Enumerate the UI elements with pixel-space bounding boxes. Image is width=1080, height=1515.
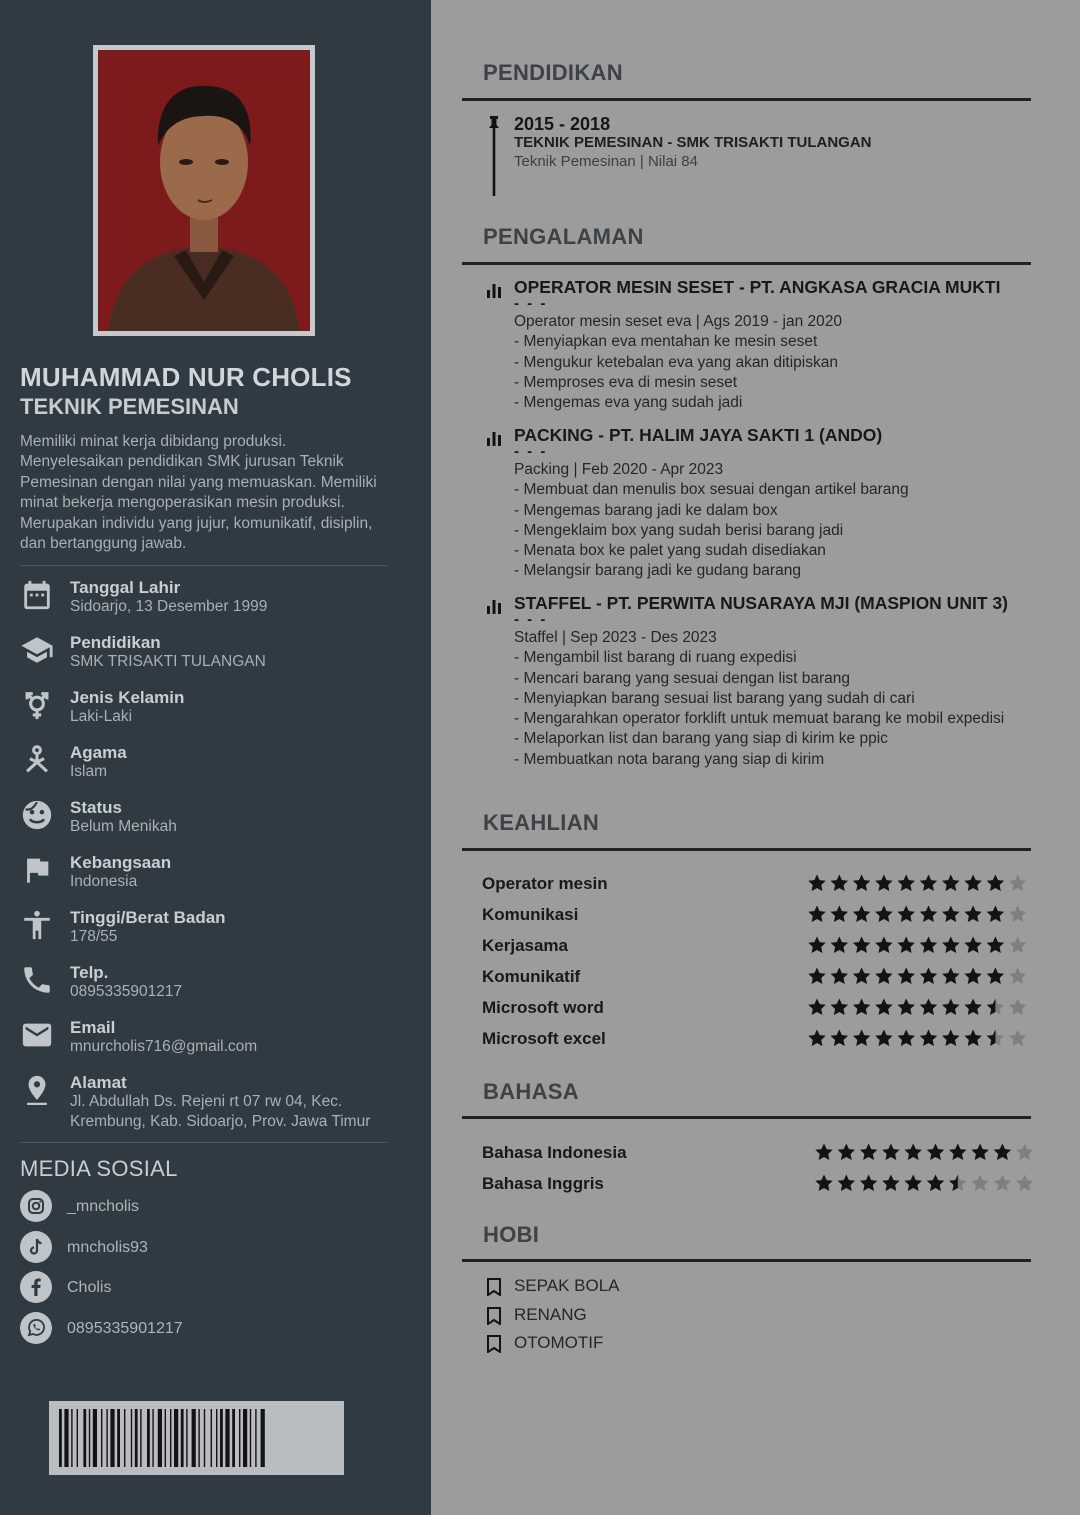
info-value: Islam	[70, 763, 108, 780]
job-line: - Melaporkan list dan barang yang siap di kirim ke ppic	[514, 730, 888, 748]
facebook-icon	[20, 1271, 52, 1303]
star-icon	[987, 937, 1004, 954]
star-icon	[808, 937, 825, 954]
star-icon	[927, 1144, 944, 1161]
education-school: TEKNIK PEMESINAN - SMK TRISAKTI TULANGAN	[514, 134, 872, 151]
star-icon	[964, 1030, 981, 1047]
profile-about: Memiliki minat kerja dibidang produksi. Menyelesaikan pendidikan SMK jurusan Teknik Pemesinan dengan nilai yang memuaskan. Memiliki minat bekerja mengoperasikan mesin produksi. Merupakan individu yang jujur, komunikatif, disiplin, dan bertanggung jawab.	[20, 433, 377, 553]
section-title-education: PENDIDIKAN	[483, 60, 623, 85]
social-handle: 0895335901217	[67, 1319, 183, 1337]
skill-row	[482, 905, 1032, 936]
star-rating-svg	[807, 903, 1030, 925]
star-icon	[808, 999, 825, 1016]
social-handle: _mncholis	[67, 1198, 140, 1215]
star-icon	[920, 968, 937, 985]
job-details	[514, 312, 842, 413]
star-icon	[920, 937, 937, 954]
skill-name: Microsoft word	[482, 998, 604, 1017]
job-line: - Mengeklaim box yang sudah berisi barang jadi	[514, 521, 844, 539]
info-row-phone	[20, 961, 400, 1016]
info-label: Agama	[70, 743, 127, 762]
profile-role: TEKNIK PEMESINAN	[20, 394, 239, 419]
star-icon	[898, 906, 915, 923]
star-icon	[882, 1144, 899, 1161]
star-icon	[1009, 968, 1026, 985]
job-separator: - - -	[514, 295, 548, 312]
star-icon	[942, 906, 959, 923]
star-icon	[831, 875, 848, 892]
star-icon	[949, 1144, 966, 1161]
job-line: - Membuat dan menulis box sesuai dengan artikel barang	[514, 481, 909, 499]
skill-name: Operator mesin	[482, 874, 608, 893]
bookmark-icon	[486, 1278, 502, 1296]
info-value: Jl. Abdullah Ds. Rejeni rt 07 rw 04, Kec. Krembung, Kab. Sidoarjo, Prov. Jawa Timur	[70, 1093, 371, 1130]
job-line: - Mengarahkan operator forklift untuk memuat barang ke mobil expedisi	[514, 710, 1005, 728]
star-icon	[987, 1030, 1004, 1047]
bookmark-icon	[486, 1335, 502, 1353]
skill-list	[482, 874, 1032, 1060]
star-icon	[987, 906, 1004, 923]
info-row-email	[20, 1016, 400, 1071]
star-icon	[964, 906, 981, 923]
language-list	[482, 1143, 1032, 1205]
skill-rating	[807, 1027, 1030, 1049]
star-icon	[942, 1030, 959, 1047]
info-label: Kebangsaan	[70, 853, 172, 872]
star-icon	[964, 968, 981, 985]
star-icon	[1016, 1175, 1033, 1192]
info-label: Tinggi/Berat Badan	[70, 908, 226, 927]
person-height-icon	[20, 908, 54, 942]
star-icon	[875, 1030, 892, 1047]
phone-icon	[20, 963, 54, 997]
instagram-icon	[20, 1190, 52, 1222]
star-icon	[808, 906, 825, 923]
star-icon	[875, 937, 892, 954]
sidebar-divider	[20, 1142, 387, 1143]
job-line: - Mencari barang yang sesuai dengan list barang	[514, 669, 851, 687]
personal-info-list	[20, 576, 400, 1130]
skill-row	[482, 1029, 1032, 1060]
star-icon	[971, 1144, 988, 1161]
social-handle: mncholis93	[67, 1238, 148, 1256]
pin-icon	[488, 116, 500, 196]
info-value: 178/55	[70, 928, 118, 945]
skill-row	[482, 936, 1032, 967]
star-icon	[831, 906, 848, 923]
star-icon	[808, 875, 825, 892]
skill-name: Komunikatif	[482, 967, 581, 986]
info-row-religion	[20, 741, 400, 796]
section-title-languages: BAHASA	[483, 1079, 579, 1104]
skill-rating	[807, 872, 1030, 894]
language-row	[482, 1143, 1032, 1174]
star-rating-svg	[814, 1172, 1037, 1194]
skill-row	[482, 998, 1032, 1029]
bar-chart-icon	[486, 430, 503, 446]
job-line: Staffel | Sep 2023 - Des 2023	[514, 629, 717, 646]
barcode	[49, 1401, 344, 1475]
star-icon	[875, 906, 892, 923]
section-divider	[462, 1259, 1031, 1262]
star-icon	[920, 1030, 937, 1047]
main-content	[431, 0, 1080, 1515]
job-title: STAFFEL - PT. PERWITA NUSARAYA MJI (MASPION UNIT 3)	[514, 593, 1008, 613]
star-icon	[898, 999, 915, 1016]
language-rating	[814, 1141, 1037, 1163]
star-icon	[853, 968, 870, 985]
face-status-icon	[20, 798, 54, 832]
info-label: Alamat	[70, 1073, 127, 1092]
job-line: - Menyiapkan barang sesuai list barang yang sudah di cari	[514, 689, 915, 707]
star-icon	[987, 968, 1004, 985]
star-icon	[1009, 937, 1026, 954]
profile-photo	[98, 50, 310, 331]
star-rating-svg	[807, 934, 1030, 956]
star-icon	[875, 875, 892, 892]
star-icon	[994, 1175, 1011, 1192]
star-icon	[831, 968, 848, 985]
info-value: Belum Menikah	[70, 818, 177, 835]
star-rating-svg	[807, 996, 1030, 1018]
education-detail: Teknik Pemesinan | Nilai 84	[514, 153, 698, 170]
job-line: - Mengemas eva yang sudah jadi	[514, 394, 743, 412]
star-icon	[838, 1175, 855, 1192]
hobby-label: OTOMOTIF	[514, 1333, 604, 1352]
star-icon	[898, 937, 915, 954]
language-name: Bahasa Indonesia	[482, 1143, 627, 1162]
social-handle: Cholis	[67, 1279, 112, 1296]
graduation-cap-icon	[20, 633, 54, 667]
star-icon	[920, 906, 937, 923]
section-divider	[462, 262, 1031, 265]
job-line: Packing | Feb 2020 - Apr 2023	[514, 461, 724, 478]
bar-chart-icon	[486, 282, 503, 298]
star-icon	[875, 968, 892, 985]
star-icon	[1009, 906, 1026, 923]
star-icon	[815, 1175, 832, 1192]
info-value: SMK TRISAKTI TULANGAN	[70, 653, 266, 670]
star-icon	[860, 1175, 877, 1192]
star-icon	[1009, 875, 1026, 892]
star-icon	[964, 875, 981, 892]
star-icon	[942, 999, 959, 1016]
job-details	[514, 460, 909, 582]
skill-rating	[807, 934, 1030, 956]
star-icon	[942, 875, 959, 892]
star-icon	[853, 1030, 870, 1047]
job-line: - Mengukur ketebalan eva yang akan ditipiskan	[514, 353, 838, 371]
skill-name: Komunikasi	[482, 905, 579, 924]
info-row-address	[20, 1071, 400, 1130]
religion-icon	[20, 743, 54, 777]
bookmark-icon	[486, 1307, 502, 1325]
info-row-nationality	[20, 851, 400, 906]
social-title: MEDIA SOSIAL	[20, 1156, 178, 1181]
info-row-education	[20, 631, 400, 686]
info-value: Indonesia	[70, 873, 138, 890]
job-line: - Membuatkan nota barang yang siap di kirim	[514, 750, 825, 768]
flag-icon	[20, 853, 54, 887]
gender-icon	[20, 688, 54, 722]
section-divider	[462, 98, 1031, 101]
job-line: - Menata box ke palet yang sudah disediakan	[514, 542, 826, 560]
info-value: mnurcholis716@gmail.com	[70, 1038, 258, 1055]
star-icon	[808, 968, 825, 985]
sidebar-divider	[20, 565, 387, 566]
skill-row	[482, 967, 1032, 998]
section-divider	[462, 848, 1031, 851]
star-rating-svg	[807, 965, 1030, 987]
star-icon	[898, 875, 915, 892]
star-rating-svg	[807, 872, 1030, 894]
star-icon	[971, 1175, 988, 1192]
language-row	[482, 1174, 1032, 1205]
section-title-hobbies: HOBI	[483, 1222, 540, 1247]
star-icon	[987, 999, 1004, 1016]
info-label: Telp.	[70, 963, 109, 982]
job-title: PACKING - PT. HALIM JAYA SAKTI 1 (ANDO)	[514, 425, 883, 445]
bar-chart-icon	[486, 598, 503, 614]
star-icon	[838, 1144, 855, 1161]
hobby-label: RENANG	[514, 1304, 587, 1324]
star-rating-svg	[807, 1027, 1030, 1049]
star-icon	[831, 937, 848, 954]
tiktok-icon	[20, 1231, 52, 1263]
hobby-label: SEPAK BOLA	[514, 1276, 620, 1295]
info-value: Sidoarjo, 13 Desember 1999	[70, 598, 268, 615]
star-icon	[920, 875, 937, 892]
calendar-icon	[20, 578, 54, 612]
location-pin-icon	[20, 1073, 54, 1107]
info-row-status	[20, 796, 400, 851]
info-label: Pendidikan	[70, 633, 161, 652]
info-row-height-weight	[20, 906, 400, 961]
info-row-gender	[20, 686, 400, 741]
profile-name: MUHAMMAD NUR CHOLIS	[20, 362, 352, 392]
star-icon	[964, 937, 981, 954]
info-row-birth	[20, 576, 400, 631]
star-icon	[942, 968, 959, 985]
star-icon	[882, 1175, 899, 1192]
job-separator: - - -	[514, 611, 548, 628]
star-icon	[815, 1144, 832, 1161]
job-line: Operator mesin seset eva | Ags 2019 - jan 2020	[514, 313, 842, 330]
star-icon	[831, 999, 848, 1016]
star-icon	[853, 875, 870, 892]
section-divider	[462, 1116, 1031, 1119]
star-icon	[905, 1175, 922, 1192]
skill-rating	[807, 996, 1030, 1018]
info-value: Laki-Laki	[70, 708, 133, 725]
info-label: Email	[70, 1018, 116, 1037]
whatsapp-icon	[20, 1312, 52, 1344]
star-icon	[1009, 999, 1026, 1016]
star-icon	[1009, 1030, 1026, 1047]
star-icon	[875, 999, 892, 1016]
skill-rating	[807, 903, 1030, 925]
job-separator: - - -	[514, 443, 548, 460]
sidebar	[0, 0, 431, 1515]
star-icon	[964, 999, 981, 1016]
skill-rating	[807, 965, 1030, 987]
star-icon	[942, 937, 959, 954]
star-icon	[905, 1144, 922, 1161]
star-icon	[927, 1175, 944, 1192]
info-label: Tanggal Lahir	[70, 578, 181, 597]
info-label: Jenis Kelamin	[70, 688, 185, 707]
star-icon	[987, 875, 1004, 892]
star-icon	[860, 1144, 877, 1161]
language-rating	[814, 1172, 1037, 1194]
profile-photo-frame	[93, 45, 315, 336]
star-icon	[853, 999, 870, 1016]
star-icon	[949, 1175, 966, 1192]
education-years: 2015 - 2018	[514, 114, 611, 134]
skill-name: Kerjasama	[482, 936, 569, 955]
star-icon	[853, 906, 870, 923]
job-title: OPERATOR MESIN SESET - PT. ANGKASA GRACIA MUKTI	[514, 277, 1001, 297]
star-icon	[853, 937, 870, 954]
job-line: - Melangsir barang jadi ke gudang barang	[514, 562, 801, 580]
star-icon	[1016, 1144, 1033, 1161]
star-rating-svg	[814, 1141, 1037, 1163]
skill-name: Microsoft excel	[482, 1029, 606, 1048]
job-line: - Mengambil list barang di ruang expedisi	[514, 649, 797, 667]
star-icon	[831, 1030, 848, 1047]
language-name: Bahasa Inggris	[482, 1174, 604, 1193]
job-line: - Menyiapkan eva mentahan ke mesin seset	[514, 333, 818, 351]
star-icon	[898, 968, 915, 985]
skill-row	[482, 874, 1032, 905]
star-icon	[994, 1144, 1011, 1161]
star-icon	[808, 1030, 825, 1047]
info-label: Status	[70, 798, 122, 817]
section-title-skills: KEAHLIAN	[483, 810, 600, 835]
job-details	[514, 628, 1004, 770]
section-title-experience: PENGALAMAN	[483, 224, 644, 249]
email-icon	[20, 1018, 54, 1052]
star-icon	[920, 999, 937, 1016]
job-line: - Memproses eva di mesin seset	[514, 373, 738, 391]
info-value: 0895335901217	[70, 983, 183, 1000]
job-line: - Mengemas barang jadi ke dalam box	[514, 501, 778, 519]
star-icon	[898, 1030, 915, 1047]
